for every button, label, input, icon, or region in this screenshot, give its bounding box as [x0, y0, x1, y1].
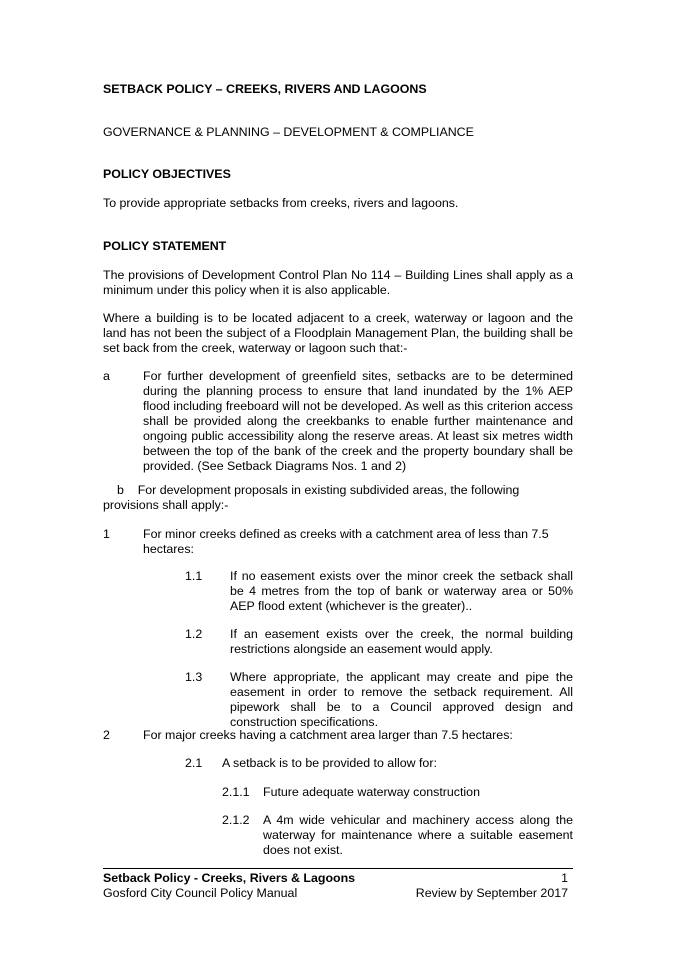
item-a-text: For further development of greenfield sites, setbacks are to be determined during the planning process to ensure that land inundated by the 1% AEP flood including freeboard will not be developed. As well as this criterion access shall be provided along the creekbanks to enable further maintenance and ongoing public accessibility along the reserve areas. At least six metres width between the top of the bank of the creek and the property boundary shall be provided. (See Setback Diagrams Nos. 1 and 2) [143, 369, 573, 473]
item-2-text: For major creeks having a catchment area larger than 7.5 hectares: [143, 728, 513, 742]
statement-heading: POLICY STATEMENT [103, 239, 227, 253]
policy-title: SETBACK POLICY – CREEKS, RIVERS AND LAGOONS [103, 82, 427, 96]
item-b [103, 483, 573, 513]
item-2-marker: 2 [103, 728, 110, 742]
item-1-text: For minor creeks defined as creeks with a catchment area of less than 7.5 hectares: [143, 527, 549, 556]
footer-page-number: 1 [561, 871, 568, 885]
item-1-1-text: If no easement exists over the minor creek the setback shall be 4 metres from the top of bank or waterway area or 50% AEP flood extent (whichever is the greater).. [230, 569, 573, 613]
statement-paragraph-2: Where a building is to be located adjacent to a creek, waterway or lagoon and the land has not been the subject of a Floodplain Management Plan, the building shall be set back from the creek, waterway or lagoon such that:- [103, 311, 573, 355]
item-b-text: For development proposals in existing subdivided areas, the following provisions shall apply:- [103, 483, 520, 512]
footer-manual: Gosford City Council Policy Manual [103, 886, 298, 900]
item-1-1-marker: 1.1 [185, 569, 203, 583]
item-a-marker: a [103, 369, 110, 383]
department-heading: GOVERNANCE & PLANNING – DEVELOPMENT & COMPLIANCE [103, 125, 474, 139]
objectives-text: To provide appropriate setbacks from creeks, rivers and lagoons. [103, 196, 459, 210]
item-b-marker: b [117, 483, 124, 497]
item-2-1-2-text: A 4m wide vehicular and machinery access along the waterway for maintenance where a suitable easement does not exist. [263, 813, 573, 857]
item-2-1-1-marker: 2.1.1 [222, 785, 250, 799]
item-1-2-marker: 1.2 [185, 627, 203, 641]
footer-title: Setback Policy - Creeks, Rivers & Lagoons [103, 871, 356, 885]
statement-paragraph-1: The provisions of Development Control Plan No 114 – Building Lines shall apply as a minimum under this policy when it is also applicable. [103, 268, 573, 297]
item-2-1-2-marker: 2.1.2 [222, 813, 250, 827]
item-1-3-marker: 1.3 [185, 670, 203, 684]
footer-divider [103, 868, 573, 869]
item-2-1-text: A setback is to be provided to allow for: [222, 756, 437, 770]
item-1-marker: 1 [103, 527, 110, 541]
item-2-1-marker: 2.1 [185, 756, 203, 770]
item-1-3-text: Where appropriate, the applicant may create and pipe the easement in order to remove the setback requirement. All pipework shall be to a Council approved design and construction specifications. [230, 670, 573, 729]
footer-review: Review by September 2017 [415, 886, 568, 900]
item-2-1-1-text: Future adequate waterway construction [263, 785, 480, 799]
item-1-2-text: If an easement exists over the creek, the normal building restrictions alongside an easement would apply. [230, 627, 573, 656]
objectives-heading: POLICY OBJECTIVES [103, 167, 231, 181]
